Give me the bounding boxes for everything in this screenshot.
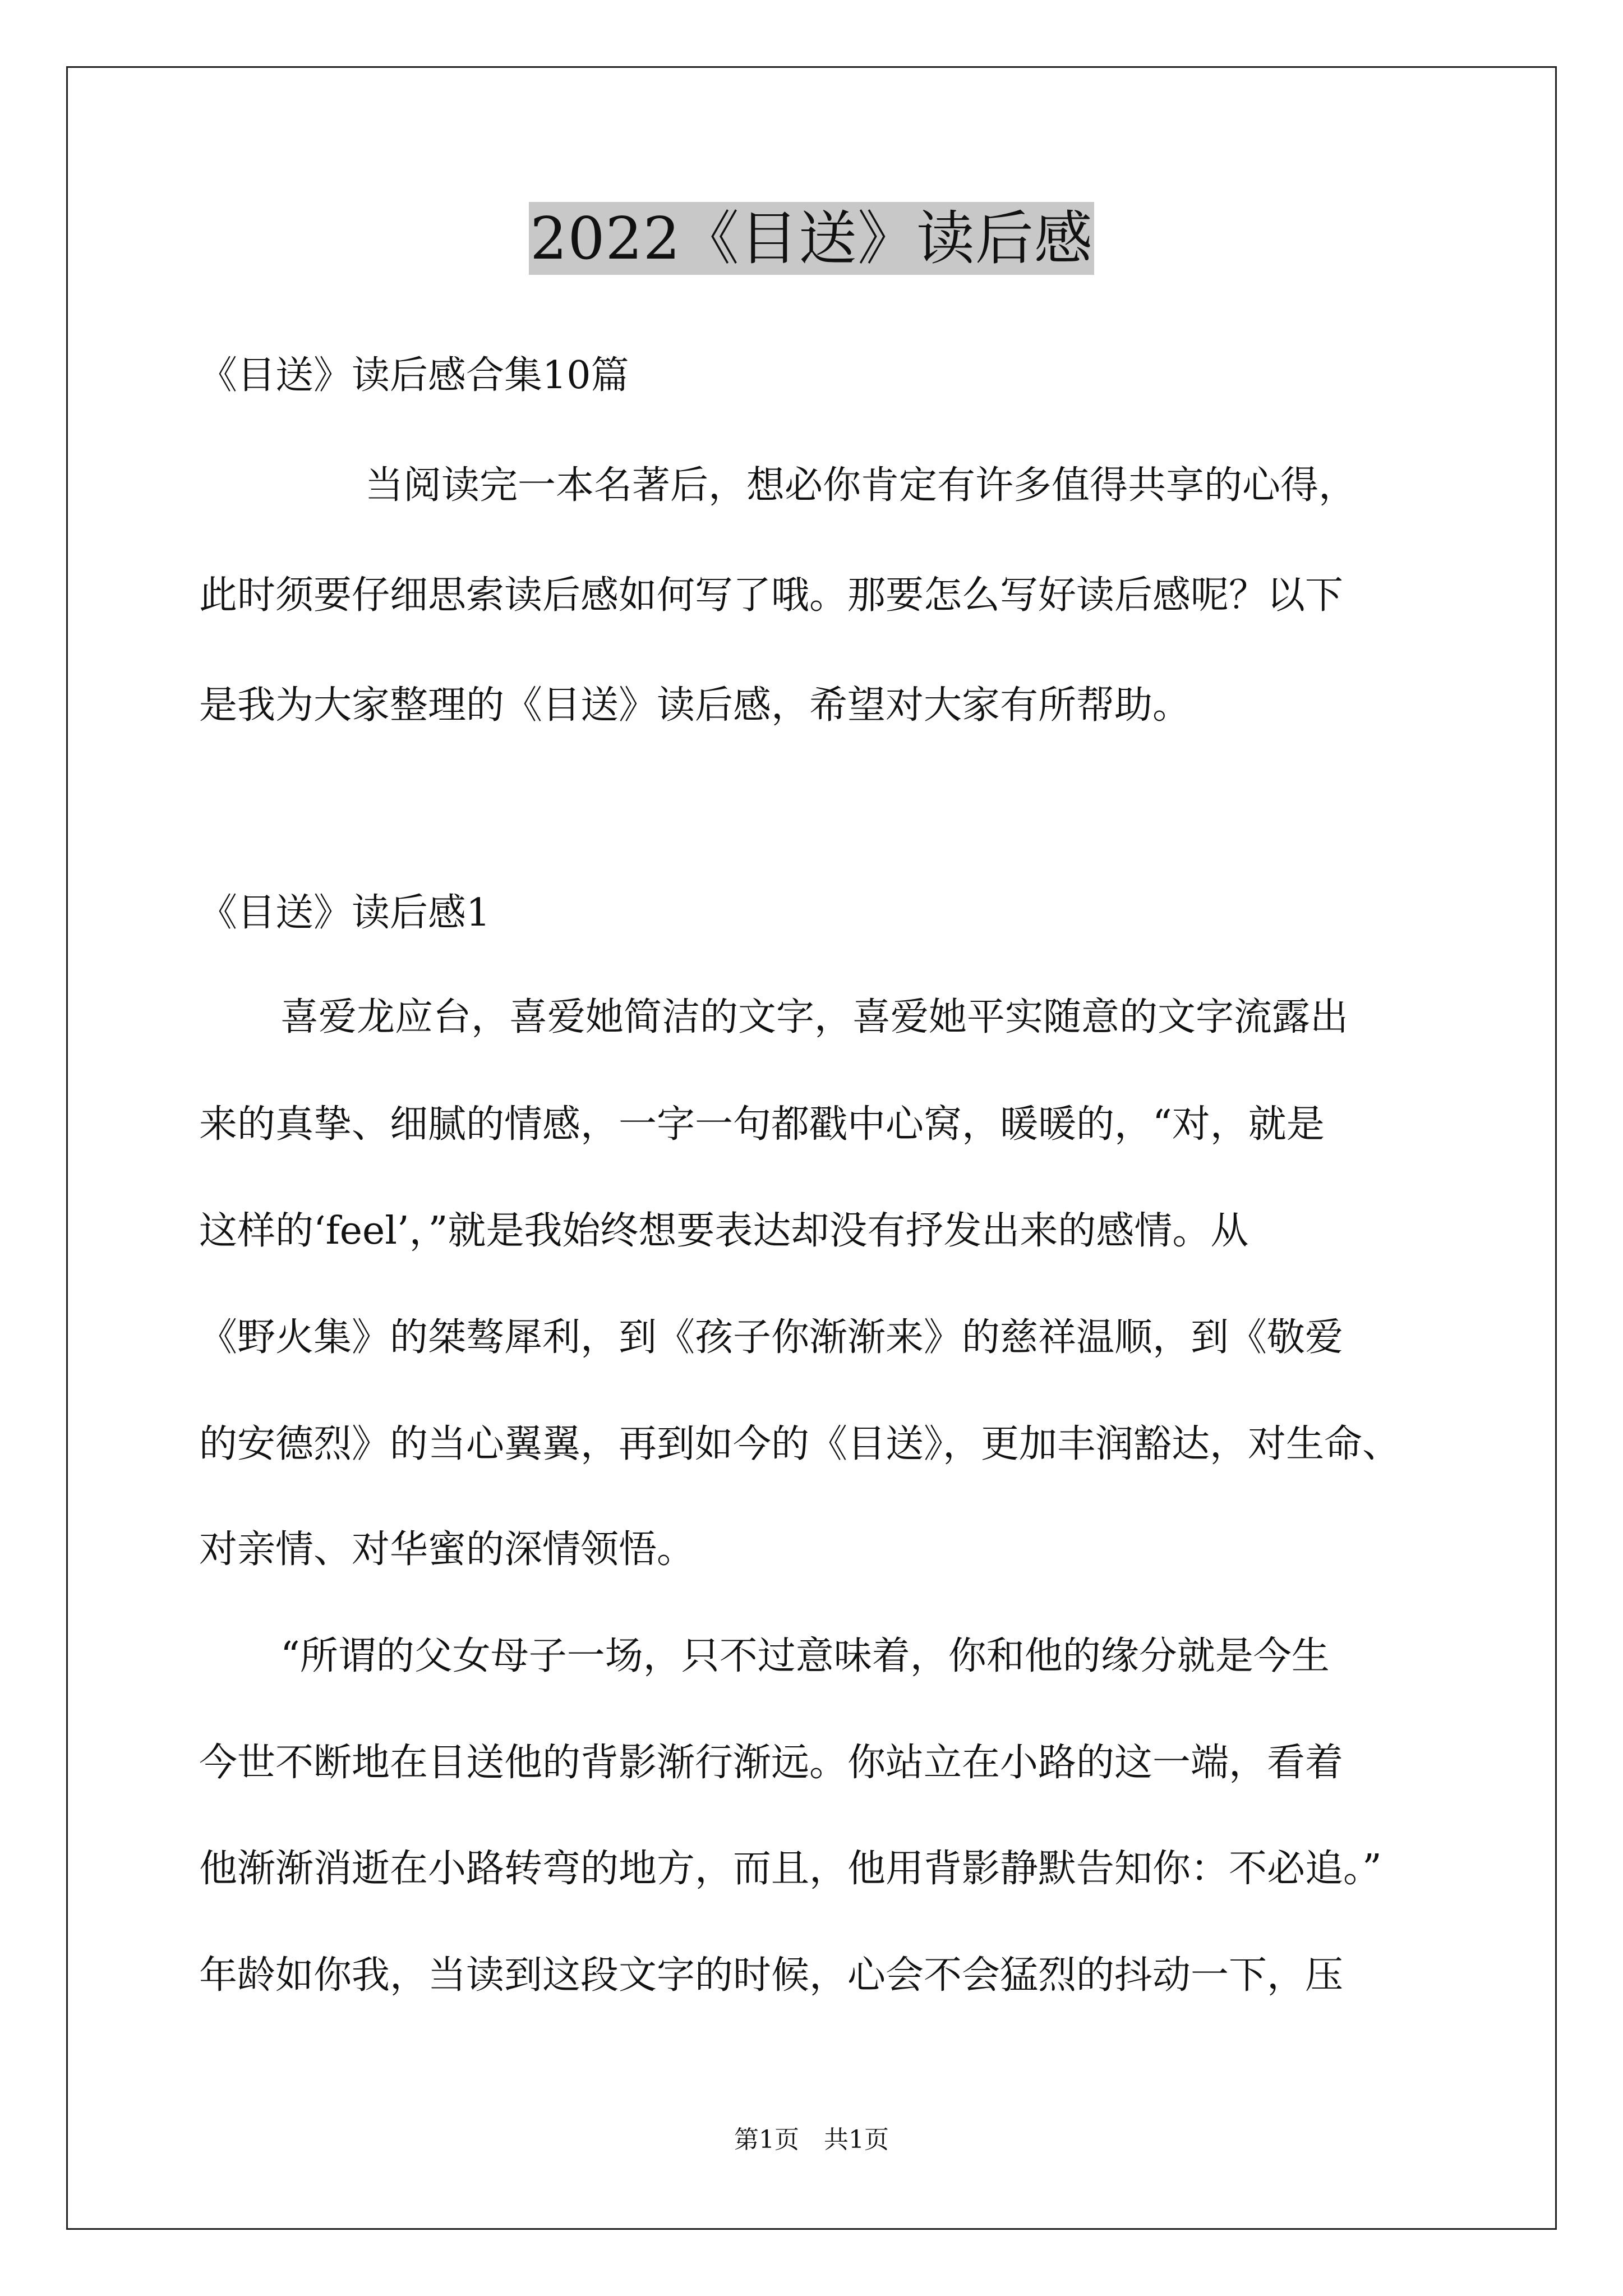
subtitle: 《目送》读后感合集10篇 xyxy=(199,353,629,398)
title-container xyxy=(0,202,1623,275)
paragraph-line: 年龄如你我，当读到这段文字的时候，心会不会猛烈的抖动一下，压 xyxy=(199,1953,1344,1998)
intro-line: 当阅读完一本名著后，想必你肯定有许多值得共享的心得， xyxy=(365,463,1357,508)
document-title: 2022《目送》读后感 xyxy=(529,202,1094,275)
paragraph-line: 他渐渐消逝在小路转弯的地方，而且，他用背影静默告知你：不必追。” xyxy=(199,1847,1382,1891)
paragraph-line: 今世不断地在目送他的背影渐行渐远。你站立在小路的这一端，看着 xyxy=(199,1741,1344,1785)
paragraph-line: “所谓的父女母子一场，只不过意味着，你和他的缘分就是今生 xyxy=(280,1634,1330,1678)
page-footer: 第1页 共1页 xyxy=(734,2125,889,2154)
paragraph-line: 《野火集》的桀骜犀利，到《孩子你渐渐来》的慈祥温顺，到《敬爱 xyxy=(199,1315,1344,1360)
paragraph-line: 对亲情、对华蜜的深情领悟。 xyxy=(199,1527,695,1572)
paragraph-line: 喜爱龙应台，喜爱她简洁的文字，喜爱她平实随意的文字流露出 xyxy=(280,995,1349,1039)
intro-line: 此时须要仔细思索读后感如何写了哦。那要怎么写好读后感呢？以下 xyxy=(199,573,1344,618)
paragraph-line: 来的真挚、细腻的情感，一字一句都戳中心窝，暖暖的，“对，就是 xyxy=(199,1102,1325,1147)
paragraph-line: 这样的‘feel’，”就是我始终想要表达却没有抒发出来的感情。从 xyxy=(199,1209,1249,1253)
paragraph-line: 的安德烈》的当心翼翼，再到如今的《目送》，更加丰润豁达，对生命、 xyxy=(199,1422,1401,1466)
intro-line: 是我为大家整理的《目送》读后感，希望对大家有所帮助。 xyxy=(199,683,1191,728)
section-heading: 《目送》读后感1 xyxy=(199,891,491,935)
